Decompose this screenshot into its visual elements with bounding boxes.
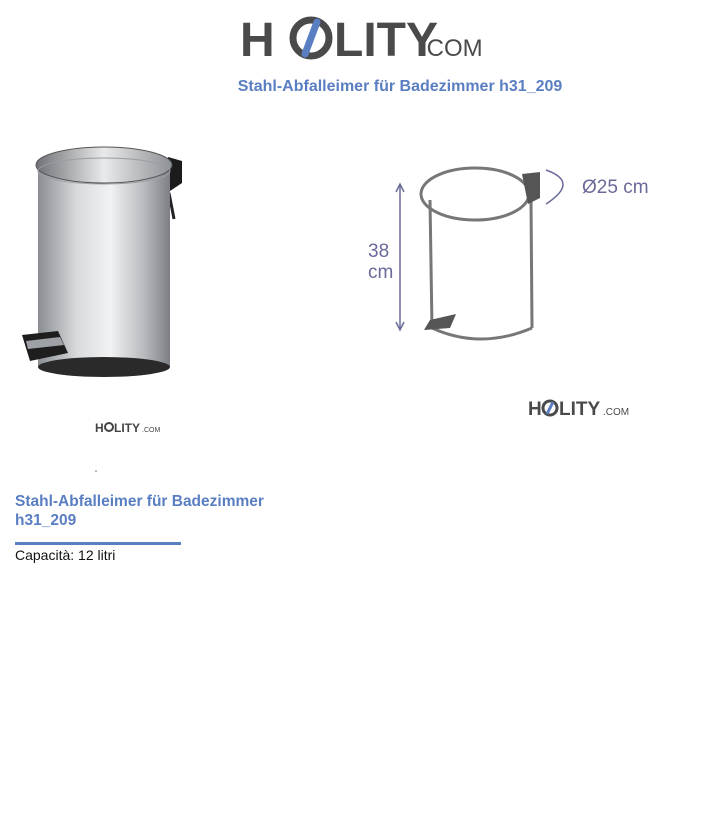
svg-text:H: H	[528, 399, 542, 420]
holity-logo-small	[95, 418, 165, 436]
product-photo	[18, 135, 190, 383]
logo-letter-h: H	[240, 14, 275, 67]
decorative-dot	[95, 470, 97, 472]
logo-com: .COM	[420, 35, 483, 62]
logo-lity: LITY	[334, 14, 438, 67]
divider	[15, 542, 181, 545]
svg-text:.COM: .COM	[142, 427, 161, 434]
holity-logo	[240, 10, 485, 68]
dimension-diagram	[360, 160, 680, 355]
svg-text:H: H	[95, 421, 104, 435]
svg-text:.COM: .COM	[603, 407, 630, 418]
product-name	[15, 492, 295, 530]
diameter-arrow	[546, 170, 563, 204]
diameter-label: Ø25 cm	[582, 177, 649, 198]
holity-logo-small-diagram	[528, 396, 638, 422]
height-unit: cm	[368, 262, 394, 283]
height-value: 38	[368, 241, 390, 262]
product-capacity: Capacità: 12 litri	[15, 547, 116, 563]
product-code: h31_209	[15, 512, 77, 529]
logo-o-icon	[293, 20, 329, 56]
svg-text:LITY: LITY	[559, 399, 601, 420]
svg-text:LITY: LITY	[114, 421, 140, 435]
page-title: Stahl-Abfalleimer für Badezimmer h31_209	[237, 78, 563, 95]
product-name-line1: Stahl-Abfalleimer für Badezimmer	[15, 493, 264, 510]
